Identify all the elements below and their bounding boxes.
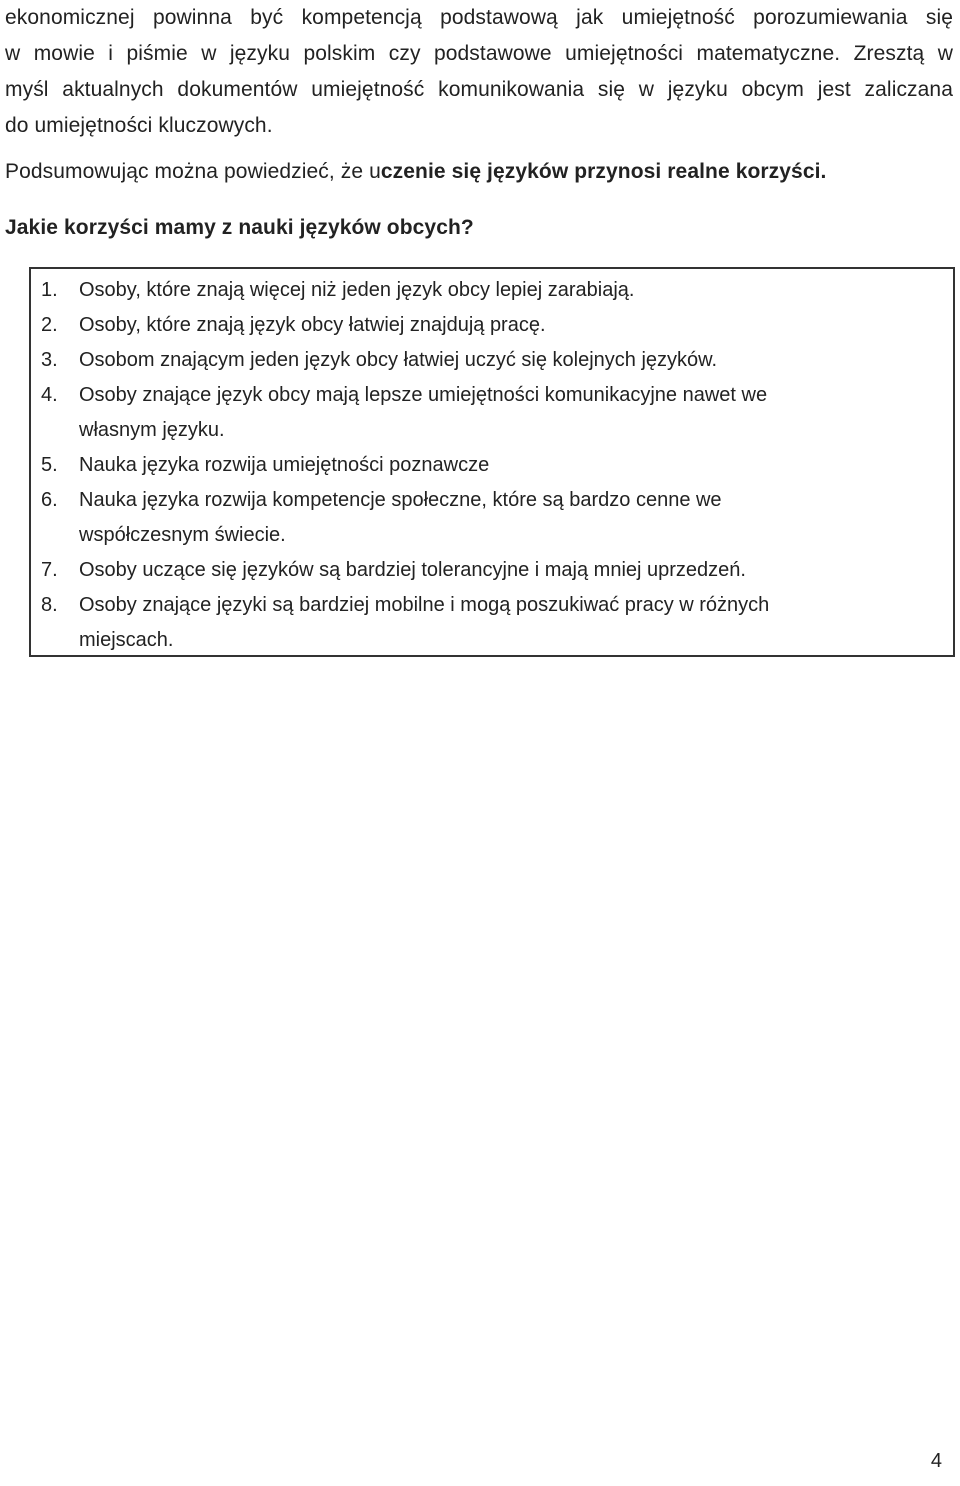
paragraph-line: myśl aktualnych dokumentów umiejętność komunikowania się w języku obcym jest zaliczana [5, 78, 953, 101]
benefit-number: 4. [41, 384, 58, 406]
benefits-box [29, 267, 955, 657]
benefit-item [31, 448, 953, 483]
benefit-item [31, 273, 953, 308]
intro-paragraph [5, 0, 953, 144]
benefits-list [31, 273, 953, 658]
benefit-item [31, 483, 953, 553]
benefits-heading: Jakie korzyści mamy z nauki języków obcych? [5, 216, 474, 239]
benefit-number: 2. [41, 314, 58, 336]
benefit-text: Osoby, które znają język obcy łatwiej znajdują pracę. [79, 314, 546, 336]
benefit-item [31, 308, 953, 343]
summary-bold-text: czenie się języków przynosi realne korzyści. [380, 160, 827, 183]
benefit-item [31, 378, 953, 448]
benefit-number: 5. [41, 454, 58, 476]
benefits-heading-block [5, 210, 953, 246]
benefit-text: Osoby, które znają więcej niż jeden język obcy lepiej zarabiają. [79, 279, 635, 301]
paragraph-line: do umiejętności kluczowych. [5, 114, 273, 137]
benefit-number: 8. [41, 594, 58, 616]
benefit-text: Osoby znające języki są bardziej mobilne i mogą poszukiwać pracy w różnych miejscach. [79, 594, 770, 651]
summary-paragraph [5, 154, 953, 190]
benefit-item [31, 588, 953, 658]
benefit-number: 6. [41, 489, 58, 511]
benefit-text: Nauka języka rozwija umiejętności poznawcze [79, 454, 490, 476]
paragraph-line: w mowie i piśmie w języku polskim czy podstawowe umiejętności matematyczne. Zresztą w [5, 42, 953, 65]
benefit-number: 7. [41, 559, 58, 581]
benefit-number: 1. [41, 279, 58, 301]
benefit-item [31, 343, 953, 378]
page-number: 4 [930, 1450, 942, 1472]
benefit-text: Nauka języka rozwija kompetencje społeczne, które są bardzo cenne we współczesnym świecie. [79, 489, 722, 546]
summary-line [5, 154, 953, 190]
benefit-number: 3. [41, 349, 58, 371]
paragraph-line: ekonomicznej powinna być kompetencją podstawową jak umiejętność porozumiewania się [5, 6, 953, 29]
benefit-text: Osobom znającym jeden język obcy łatwiej uczyć się kolejnych języków. [79, 349, 718, 371]
benefit-item [31, 553, 953, 588]
benefit-text: Osoby uczące się języków są bardziej tolerancyjne i mają mniej uprzedzeń. [79, 559, 746, 581]
summary-normal-text: Podsumowując można powiedzieć, że u [5, 160, 381, 183]
benefit-text: Osoby znające język obcy mają lepsze umiejętności komunikacyjne nawet we własnym języku. [79, 384, 768, 441]
